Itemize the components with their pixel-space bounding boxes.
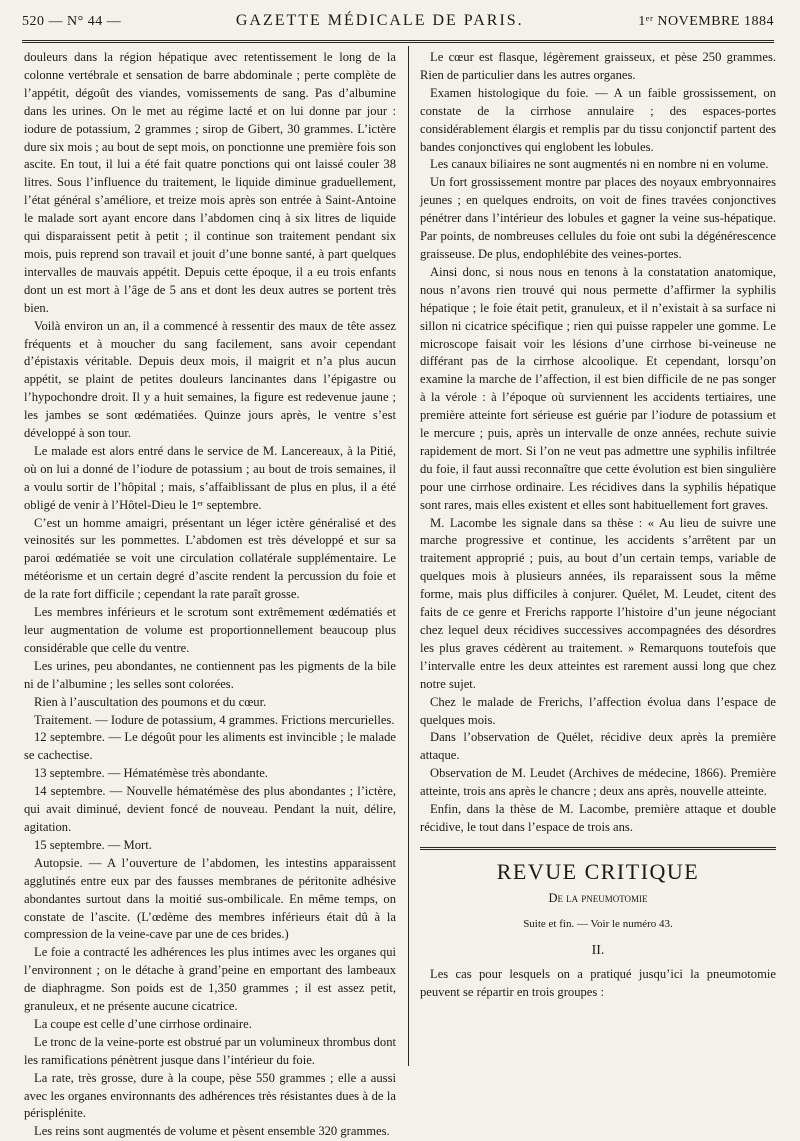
paragraph: Autopsie. — A l’ouverture de l’abdomen, les intestins apparaissent agglutinés entre eux par des fausses membranes de péritonite adhésive abondantes surtout dans la moitié sus-ombilicale. En même temps, on constate de l’ascite. (L’œdème des membres inférieurs était dû à la compression de la veine-cave par une de ces brides.) (24, 855, 396, 942)
paragraph: Traitement. — Iodure de potassium, 4 grammes. Frictions mercurielles. (34, 712, 395, 727)
paragraph: 15 septembre. — Mort. (34, 837, 152, 852)
paragraph: Chez le malade de Frerichs, l’affection évolua dans l’espace de quelques mois. (420, 694, 776, 727)
paragraph: Les membres inférieurs et le scrotum sont extrêmement œdématiés et leur augmentation de volume est proportionnellement beaucoup plus considérable que celle du ventre. (24, 605, 396, 655)
paragraph: Le malade est alors entré dans le service de M. Lancereaux, à la Pitié, où on lui a donné de l’iodure de potassium ; au bout de trois semaines, il a voulu sortir de l’hôpital ; mais, s’affaiblissant de plus en plus, il a été obligé de venir à l’Hôtel-Dieu le 1ᵉʳ septembre. (24, 443, 396, 512)
paragraph: 12 septembre. — Le dégoût pour les aliments est invincible ; le malade se cachectise. (24, 730, 396, 763)
paragraph: Enfin, dans la thèse de M. Lacombe, première attaque et double récidive, le tout dans l’espace de trois ans. (420, 802, 776, 834)
right-column (420, 49, 776, 1001)
paragraph: Dans l’observation de Quélet, récidive deux après la première attaque. (420, 730, 776, 763)
paragraph: Les urines, peu abondantes, ne contiennent pas les pigments de la bile ni de l’albumine ; les selles sont colorées. (24, 658, 396, 691)
paragraph: 13 septembre. — Hématémèse très abondante. (34, 766, 268, 781)
section-number: II. (591, 942, 605, 958)
paragraph: Les reins sont augmentés de volume et pèsent ensemble 320 grammes. (34, 1124, 390, 1139)
paragraph: La coupe est celle d’une cirrhose ordinaire. (34, 1016, 252, 1031)
issue-date: 1ᵉʳ NOVEMBRE 1884 (638, 14, 774, 29)
page-number: 520 — N° 44 — (22, 14, 122, 29)
page-header (22, 12, 774, 36)
paragraph: Ainsi donc, si nous nous en tenons à la constatation anatomique, nous n’avons rien trouvé qui nous permette d’affirmer la syphilis hépatique ; le foie était petit, granuleux, et il n’existait à sa surface ni sillon ni cicatrice spécifique ; rien qui puisse rappeler une gomme. Le microscope faisait voir les lésions d’une cirrhose bi-veineuse ne différant pas de la cirrhose alcoolique. Et cependant, lorsqu’on examine la marche de l’affection, il est bien difficile de ne pas songer à la vérole : à l’époque où surviennent les accidents tertiaires, une première atteinte fort sérieuse est guérie par l’iodure de potassium et le mercure ; puis, après un intervalle de onze années, rechute suivie rapidement de mort. Si l’on ne veut pas admettre une syphilis infiltrée du foie, il faut aussi reconnaître que cette évolution est bien singulière pour une cirrhose ordinaire. Les récidives dans la syphilis hépatique sont rares, mais elles existent et elles sont habituellement fort graves. (420, 264, 776, 512)
left-column (24, 49, 396, 1141)
paragraph: Voilà environ un an, il a commencé à ressentir des maux de tête assez fréquents et à moucher du sang facilement, sans avoir cependant d’épistaxis véritable. Depuis deux mois, il maigrit et n’a plus aucun appétit, se plaint de petites douleurs lancinantes dans l’épigastre ou l’hypochondre droit. Il y a huit semaines, la figure est redevenue jaune ; les jambes se sont œdématiées. Quinze jours après, le ventre s’est développé à son tour. (24, 318, 396, 441)
section-title: REVUE CRITIQUE (496, 858, 700, 884)
paragraph: Rien à l’auscultation des poumons et du cœur. (34, 694, 267, 709)
continuation-note: Suite et fin. — Voir le numéro 43. (523, 917, 673, 930)
paragraph: Les canaux biliaires ne sont augmentés ni en nombre ni en volume. (430, 157, 769, 172)
paragraph: La rate, très grosse, dure à la coupe, pèse 550 grammes ; elle a aussi avec les organes environnants des adhérences très résistantes dues à de la périsplénite. (24, 1070, 396, 1121)
paragraph: 14 septembre. — Nouvelle hématémèse des plus abondantes ; l’ictère, qui avait diminué, devient foncé de nouveau. Pendant la nuit, délire, agitation. (24, 784, 396, 834)
section-rule (420, 847, 776, 850)
paragraph: Le cœur est flasque, légèrement graisseux, et pèse 250 grammes. Rien de particulier dans les autres organes. (420, 50, 776, 82)
paragraph: Examen histologique du foie. — A un faible grossissement, on constate de la cirrhose annulaire ; des espaces-portes considérablement élargis et remplis par du tissu conjonctif partent des bandes conjonctives qui englobent les lobules. (420, 85, 776, 154)
header-rule (22, 40, 774, 43)
paragraph: douleurs dans la région hépatique avec retentissement le long de la colonne vertébrale et sensation de barre abdominale ; perte complète de l’appétit, dégoût des viandes, vomissements de sang. Pas d’albumine dans les urines. On le met au régime lacté et on lui donne par jour : iodure de potassium, 2 grammes ; sirop de Gibert, 30 grammes. L’ictère dure six mois ; au bout de sept mois, on ponctionne une première fois son ascite. En tout, il lui a été fait quatre ponctions qui ont laissé couler 38 litres. Sous l’influence du traitement, le liquide diminue graduellement, l’état général s’améliore, et treize mois après son entrée à Saint-Antoine le malade sort ayant encore dans l’abdomen cinq à six litres de liquide qui disparaissent petit à petit ; il continue son traitement pendant six mois, puis reprend son travail et jouit d’une bonne santé, à part quelques intervalles de mauvais appétit. Depuis cette époque, il a eu trois enfants dont un est mort à l’âge de 5 ans et dont les deux autres se portent très bien. (24, 50, 396, 315)
paragraph: C’est un homme amaigri, présentant un léger ictère généralisé et des veinosités sur les pommettes. L’abdomen est très développé et sur sa paroi œdématiée se voit une circulation collatérale supplémentaire. Le météorisme et un certain degré d’ascite rendent la percussion du foie et de la rate fort difficile ; cependant la rate paraît grosse. (24, 515, 396, 602)
paragraph: Les cas pour lesquels on a pratiqué jusqu’ici la pneumotomie peuvent se répartir en trois groupes : (420, 966, 776, 999)
paragraph: Observation de M. Leudet (Archives de médecine, 1866). Première atteinte, trois ans après le chancre ; deux ans après, nouvelle atteinte. (420, 766, 776, 799)
journal-title: GAZETTE MÉDICALE DE PARIS. (235, 12, 524, 29)
paragraph: Le foie a contracté les adhérences les plus intimes avec les organes qui l’environnent ; on le détache à grand’peine en emportant des lambeaux de diaphragme. Son poids est de 1,350 grammes ; il est assez petit, granuleux, et ne présente aucune cicatrice. (24, 945, 396, 1014)
paragraph: Un fort grossissement montre par places des noyaux embryonnaires jeunes ; en quelques endroits, on voit de fines travées conjonctives pénétrer dans l’intérieur des lobules et gagner la veine sus-hépatique. Par points, de nombreuses cellules du foie ont subi la dégénérescence graisseuse. De plus, endophlébite des veines-portes. (420, 175, 776, 261)
paragraph: M. Lacombe les signale dans sa thèse : « Au lieu de suivre une marche progressive et continue, les accidents s’arrêtent par un traitement approprié ; puis, au bout d’un certain temps, variable de quelques mois à plusieurs années, ils reparaissent sous la même forme, mais plus difficiles à conjurer. Quélet, M. Leudet, citent des faits de ce genre et Frerichs rapporte l’histoire d’un jeune négociant chez lequel deux récidives successives accompagnées des désordres les plus graves cédèrent au traitement. » Remarquons toutefois que l’intervalle entre les deux atteintes est rarement aussi long que chez notre sujet. (420, 515, 776, 691)
column-separator (408, 46, 409, 1066)
section-subtitle: De la pneumotomie (548, 890, 648, 905)
paragraph: Le tronc de la veine-porte est obstrué par un volumineux thrombus dont les ramifications pénètrent jusque dans l’intérieur du foie. (24, 1034, 396, 1067)
